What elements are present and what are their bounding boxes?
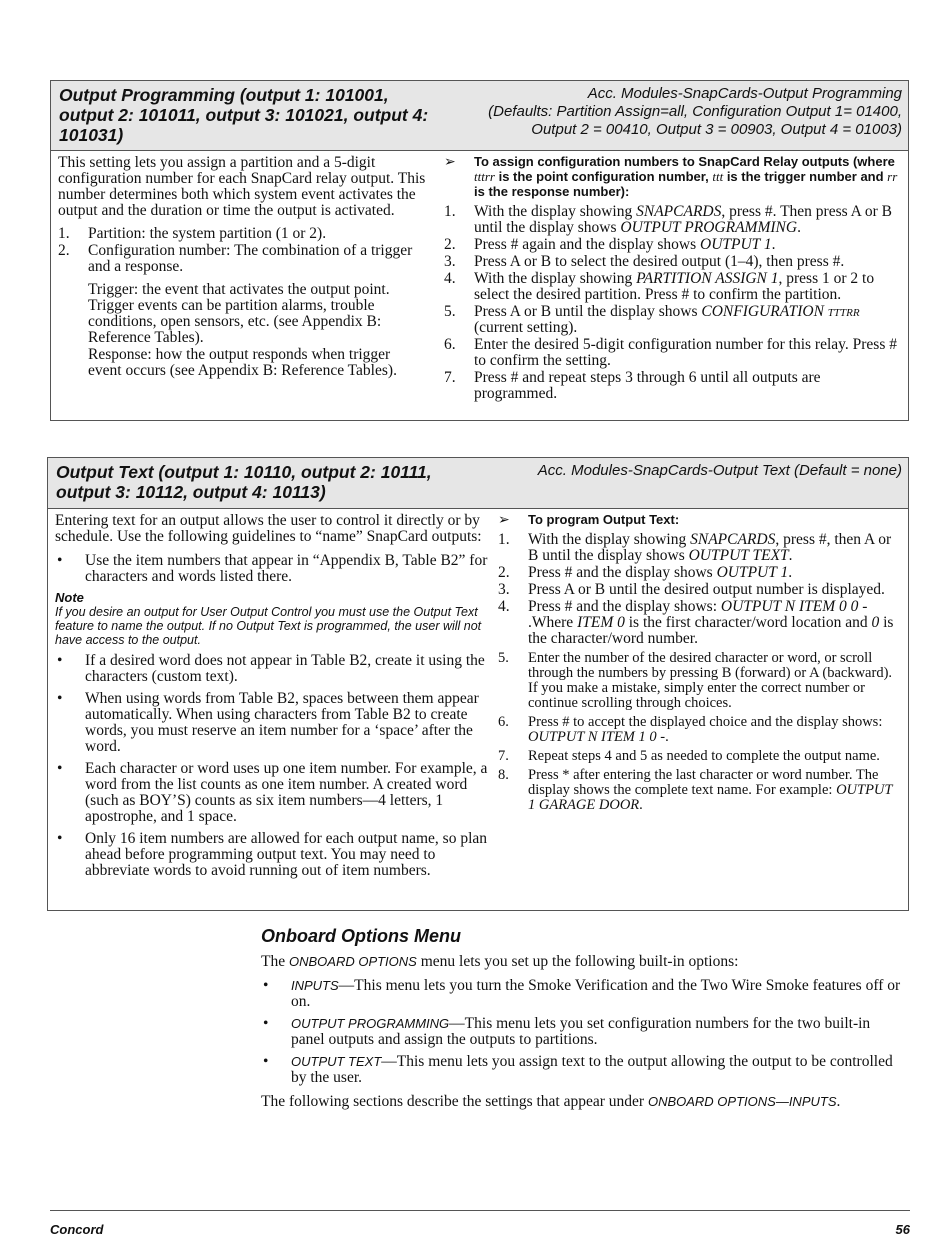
list-item: • INPUTS—This menu lets you turn the Smoke Verification and the Two Wire Smoke features off or on.: [263, 977, 901, 1010]
list-item: • If a desired word does not appear in Table B2, create it using the characters (custom text).: [57, 652, 485, 685]
list-item: • Only 16 item numbers are allowed for each output name, so plan ahead before programming output text. You may need to abbreviate words to avoid running out of item numbers.: [57, 830, 488, 879]
procedure-step: 1. With the display showing SNAPCARDS, press #, then A or B until the display shows OUTPUT TEXT.: [498, 531, 892, 564]
list-item: • When using words from Table B2, spaces between them appear automatically. When using characters from Table B2 to create words, you must reserve an item number for a ‘space’ after the word.: [57, 690, 479, 755]
procedure-step: 6. Press # to accept the displayed choice and the display shows: OUTPUT N ITEM 1 0 -.: [498, 714, 883, 745]
output-text-guidelines: [48, 509, 488, 879]
defaults-line-2: Output 2 = 00410, Output 3 = 00903, Output 4 = 01003): [531, 121, 902, 138]
procedure-step: 7. Press # and repeat steps 3 through 6 until all outputs are programmed.: [444, 369, 821, 402]
list-item: [58, 243, 426, 275]
footer-brand: Concord: [50, 1222, 104, 1237]
output-programming-location: [432, 85, 902, 150]
procedure-step: 5. Enter the number of the desired character or word, or scroll through the numbers by pressing B (forward) or A (backward). If you make a mistake, simply enter the correct number or continue scrolling through choices.: [498, 650, 893, 711]
procedure-step: 4. With the display showing PARTITION ASSIGN 1, press 1 or 2 to select the desired partition. Press # to confirm the partition.: [444, 270, 875, 303]
menu-path: Acc. Modules-SnapCards-Output Programming: [587, 85, 902, 102]
output-programming-header: [51, 81, 908, 151]
procedure-heading: [498, 512, 900, 527]
list-text: Configuration number: The combination of a trigger and a response.: [88, 242, 413, 275]
list-item: • Each character or word uses up one item number. For example, a word from the list counts as one item number. A created word (such as BOY’S) counts as six item numbers—4 letters, 1 apostrophe, and 1 space.: [57, 760, 488, 825]
onboard-options-section: [261, 926, 906, 1110]
procedure-step: 2. Press # and the display shows OUTPUT 1.: [498, 564, 793, 581]
output-text-header: [48, 458, 908, 509]
output-text-location: Acc. Modules-SnapCards-Output Text (Default = none): [537, 462, 902, 479]
procedure-step: 5. Press A or B until the display shows CONFIGURATION tttrr (current setting).: [444, 303, 860, 336]
output-programming-body: [51, 151, 908, 402]
page-number: 56: [895, 1222, 910, 1237]
procedure-step: 1. With the display showing SNAPCARDS, press #. Then press A or B until the display shows OUTPUT PROGRAMMING.: [444, 203, 893, 236]
output-text-procedure: [488, 509, 908, 879]
note-label: Note: [55, 590, 84, 605]
output-programming-title: Output Programming (output 1: 101001, output 2: 101011, output 3: 101021, output 4: 101031): [59, 85, 429, 145]
procedure-step: 8. Press * after entering the last character or word number. The display shows the complete text name. For example: OUTPUT 1 GARAGE DOOR.: [498, 767, 893, 813]
list-number: 2.: [58, 242, 70, 259]
note-text: If you desire an output for User Output Control you must use the Output Text feature to name the output. If no Output Text is programmed, the user will not have access to the output.: [55, 605, 482, 647]
trigger-description: Trigger: the event that activates the output point. Trigger events can be partition alarms, trouble conditions, open sensors, etc. (see Appendix B: Reference Tables).: [88, 281, 390, 346]
list-item: • OUTPUT TEXT—This menu lets you assign text to the output allowing the output to be controlled by the user.: [263, 1053, 893, 1086]
arrow-icon: ➢: [444, 153, 456, 169]
procedure-step: 2. Press # again and the display shows OUTPUT 1.: [444, 236, 776, 253]
procedure-heading: [444, 154, 900, 199]
output-text-box: [47, 457, 909, 911]
footer-rule: [50, 1210, 910, 1211]
procedure-step: 4. Press # and the display shows: OUTPUT N ITEM 0 0 - .Where ITEM 0 is the first character/word location and 0 is the character/word number.: [498, 598, 894, 647]
procedure-heading-text: To program Output Text:: [528, 512, 680, 527]
list-item: [58, 226, 426, 242]
procedure-step: 6. Enter the desired 5-digit configuration number for this relay. Press # to confirm the setting.: [444, 336, 897, 369]
procedure-step: 3. Press A or B to select the desired output (1–4), then press #.: [444, 253, 845, 270]
list-number: 1.: [58, 225, 70, 242]
section-outro: The following sections describe the settings that appear under ONBOARD OPTIONS—INPUTS.: [261, 1093, 841, 1110]
section-intro: The ONBOARD OPTIONS menu lets you set up the following built-in options:: [261, 953, 739, 970]
output-text-title: Output Text (output 1: 10110, output 2: 10111, output 3: 10112, output 4: 10113): [56, 462, 432, 502]
list-item: • Use the item numbers that appear in “Appendix B, Table B2” for characters and words listed there.: [57, 552, 488, 585]
defaults-line-1: (Defaults: Partition Assign=all, Configuration Output 1= 01400,: [488, 103, 902, 120]
response-description: Response: how the output responds when trigger event occurs (see Appendix B: Reference Tables).: [88, 346, 397, 379]
arrow-icon: ➢: [498, 511, 510, 527]
procedure-step: 3. Press A or B until the desired output number is displayed.: [498, 581, 885, 598]
output-programming-description: [51, 151, 426, 402]
procedure-heading-text: To assign configuration numbers to SnapCard Relay outputs (where tttrr is the point configuration number, ttt is the trigger number and rr is the response number):: [474, 154, 898, 199]
output-programming-box: [50, 80, 909, 421]
section-heading: Onboard Options Menu: [261, 926, 461, 946]
intro-paragraph: This setting lets you assign a partition and a 5-digit configuration number for each SnapCard relay output. This number determines both which system event activates the output and the duration or time the output is activated.: [58, 154, 426, 219]
list-item: • OUTPUT PROGRAMMING—This menu lets you set configuration numbers for the two built-in panel outputs and assign the outputs to partitions.: [263, 1015, 871, 1048]
output-programming-procedure: [426, 151, 908, 402]
procedure-step: 7. Repeat steps 4 and 5 as needed to complete the output name.: [498, 748, 880, 764]
intro-paragraph: Entering text for an output allows the user to control it directly or by schedule. Use the following guidelines to “name” SnapCard outputs:: [55, 512, 482, 545]
list-text: Partition: the system partition (1 or 2).: [88, 225, 327, 242]
output-text-body: [48, 509, 908, 879]
